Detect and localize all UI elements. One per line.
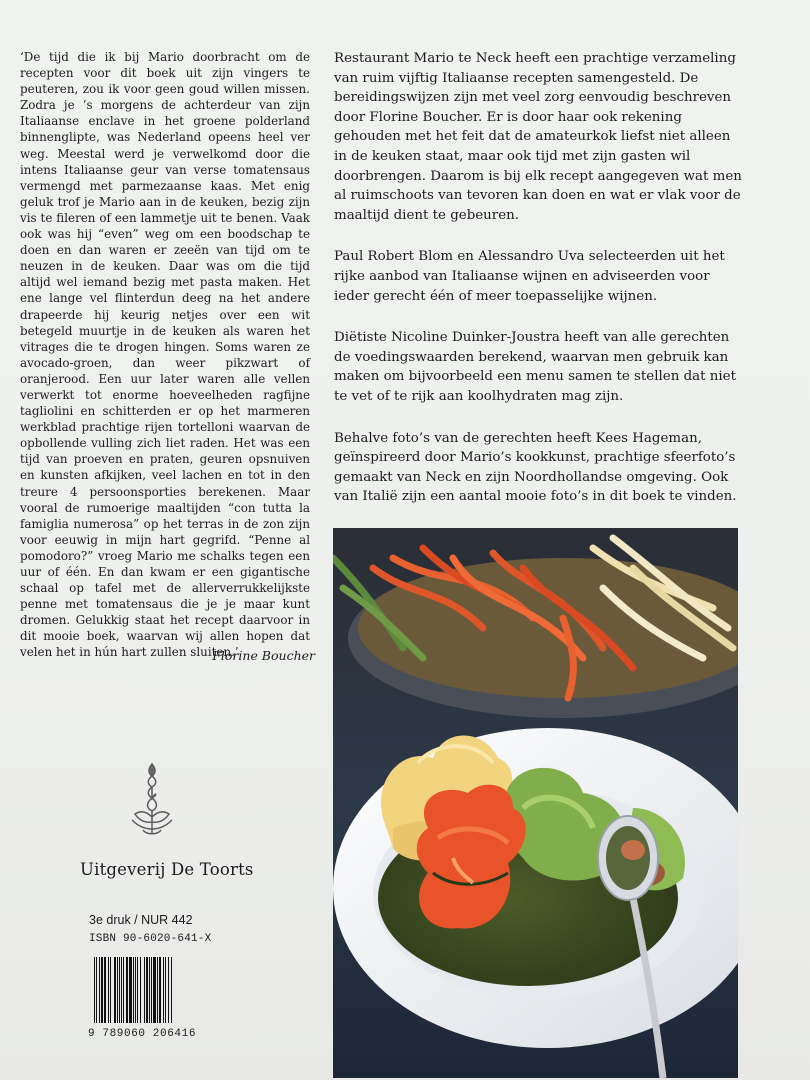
quote-signature: Florine Boucher (212, 648, 315, 663)
description-paragraph: Paul Robert Blom en Alessandro Uva selecteerden uit het rijke aanbod van Italiaanse wijnen en adviseerden voor ieder gerecht één of meer toepasselijke wijnen. (334, 249, 725, 304)
publisher-torch-logo-icon (129, 760, 175, 840)
isbn-number: ISBN 90-6020-641-X (89, 933, 212, 945)
description-paragraph: Restaurant Mario te Neck heeft een prachtige verzameling van ruim vijftig Italiaanse recepten samengesteld. De bereidingswijzen zijn met veel zorg eenvoudig beschreven door Florine Boucher. Er is door haar ook rekening gehouden met het feit dat de amateurkok liefst niet alleen in de keuken staat, maar ook tijd met zijn gasten wil doorbrengen. Daarom is bij elk recept aangegeven wat men al ruimschoots van tevoren kan doen en wat er vlak voor de maaltijd dient te gebeuren. (334, 51, 742, 223)
barcode-bar (172, 957, 173, 1023)
description-paragraph: Behalve foto’s van de gerechten heeft Kees Hageman, geïnspireerd door Mario’s kookkunst, prachtige sfeerfoto’s gemaakt van Neck en zijn Noordhollandse omgeving. Ook van Italië zijn een aantal mooie foto’s in dit boek te vinden. (334, 430, 737, 505)
food-photo-image (333, 528, 738, 1078)
barcode-number: 9 789060 206416 (88, 1028, 197, 1040)
barcode-bars (94, 957, 206, 1023)
edition-info: 3e druk / NUR 442 (89, 913, 193, 927)
description-paragraph: Diëtiste Nicoline Duinker-Joustra heeft van alle gerechten de voedingswaarden berekend, waarvan men gebruik kan maken om bijvoorbeeld een menu samen te stellen dat niet te vet of te rijk aan koolhydraten mag zijn. (334, 330, 736, 404)
publisher-name: Uitgeverij De Toorts (80, 860, 254, 879)
food-photo (333, 528, 738, 1078)
book-description (334, 49, 742, 529)
foreword-quote: ‘De tijd die ik bij Mario doorbracht om de recepten voor dit boek uit zijn vingers te peuteren, zou ik voor geen goud willen missen. Zodra je ’s morgens de achterdeur van zijn Italiaanse enclave in het groene polderland binnenglipte, was Nederland opeens heel ver weg. Meestal werd je verwelkomd door die intens Italiaanse geur van verse tomatensaus vermengd met parmezaanse kaas. Met enig geluk trof je Mario aan in de keuken, bezig zijn vis te fileren of een lammetje uit te benen. Vaak ook was hij “even” weg om een boodschap te doen en dan waren er zeeën van tijd om te neuzen in de keuken. Daar was om die tijd altijd wel iemand bezig met pasta maken. Het ene lange vel flinterdun deeg na het andere drapeerde hij keurig netjes over een wit betegeld muurtje in de keuken als waren het vitrages die te drogen hingen. Soms waren ze avocado-groen, dan weer pikzwart of oranjerood. Een uur later waren alle vellen verwerkt tot enorme hoeveelheden ragfijne tagliolini en schitterden er op het marmeren werkblad prachtige rijen tortelloni waarvan de opbollende vulling zich liet raden. Het was een tijd van proeven en praten, geuren opsnuiven en kunsten afkijken, veel lachen en tot in den treure 4 persoonsporties berekenen. Maar vooral de rumoerige maaltijden “con tutta la famiglia numerosa” op het terras in de zon zijn voor eeuwig in mijn hart gegrifd. “Penne al pomodoro?” vroeg Mario me schalks tegen een uur of één. En dan kwam er een gigantische schaal op tafel met de allerverrukkelijkste penne met tomatensaus die je je maar kunt dromen. Gelukkig staat het recept daarvoor in dit mooie boek, waarvan wij allen hopen dat velen het in hún hart zullen sluiten.’ (20, 50, 310, 660)
barcode (88, 953, 212, 1045)
